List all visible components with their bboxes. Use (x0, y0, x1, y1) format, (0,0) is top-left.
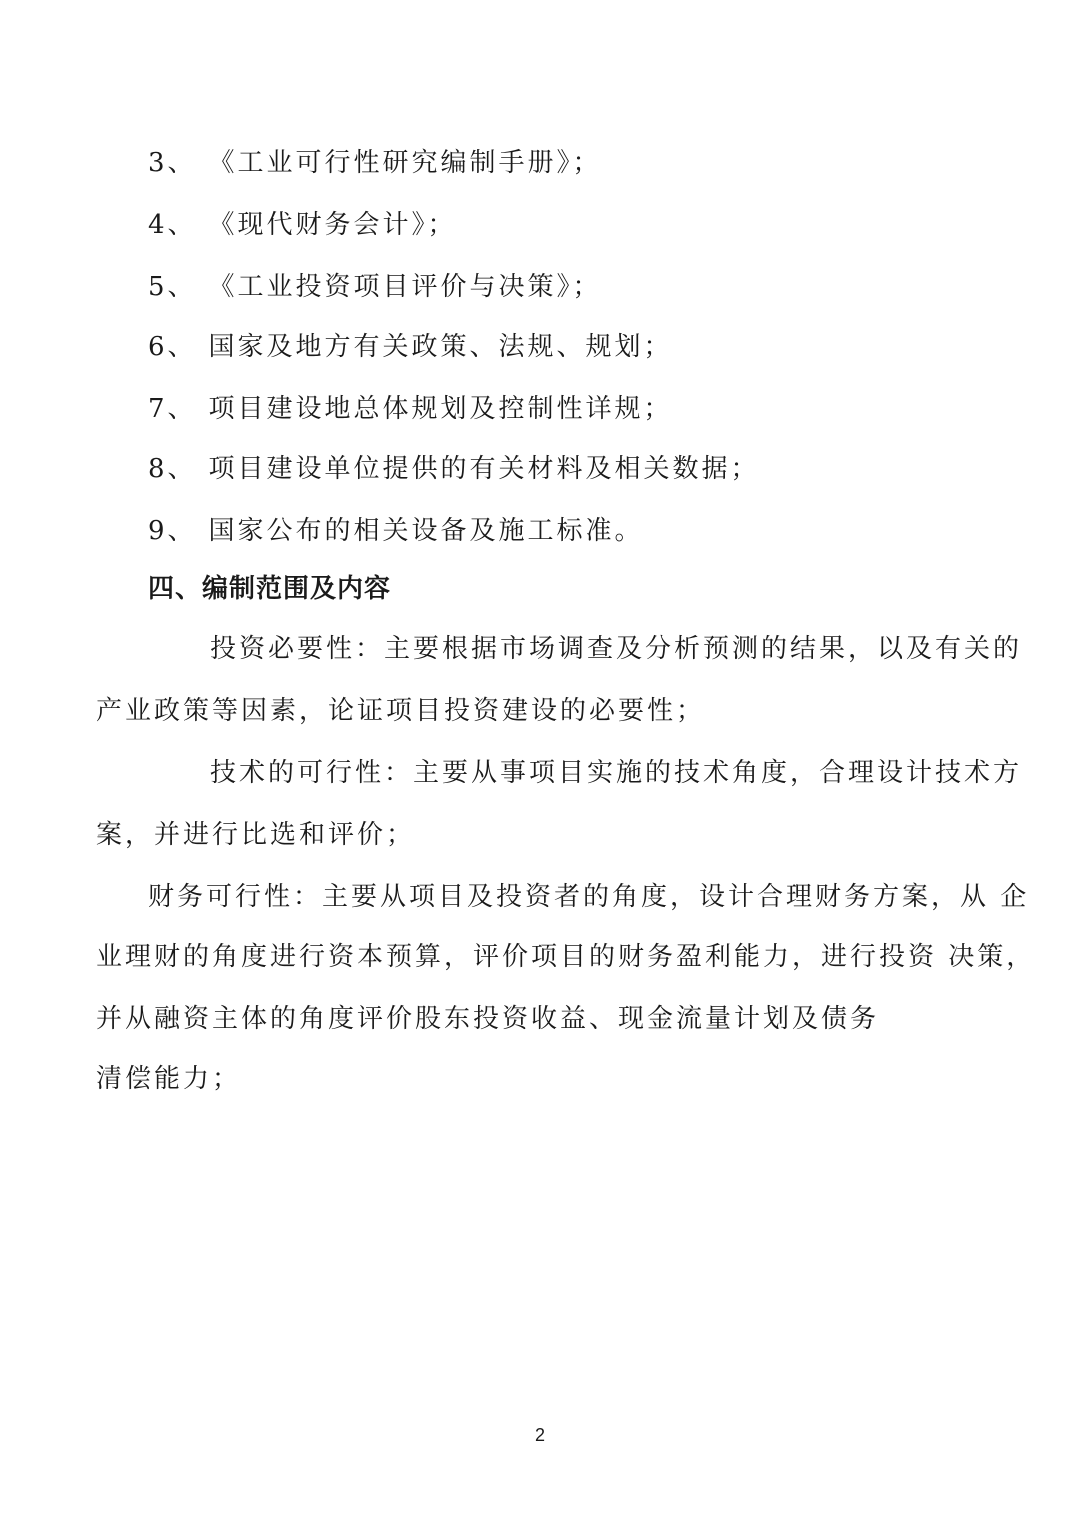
reference-item-4 (148, 208, 457, 242)
paragraph-financial-line-2: 业理财的角度进行资本预算，评价项目的财务盈利能力，进行投资 决策， (96, 942, 1036, 972)
paragraph-technical-line-2: 案，并进行比选和评价； (96, 820, 416, 850)
reference-item-8 (148, 452, 760, 486)
paragraph-technical-line-1: 技术的可行性：主要从事项目实施的技术角度，合理设计技术方 (210, 758, 1023, 788)
reference-number: 4、 (148, 210, 197, 240)
reference-number: 6、 (148, 332, 197, 362)
reference-item-6 (148, 330, 673, 364)
reference-text: 《工业可行性研究编制手册》； (208, 148, 602, 178)
reference-number: 8、 (148, 454, 197, 484)
paragraph-investment-line-2: 产业政策等因素，论证项目投资建设的必要性； (96, 696, 706, 726)
reference-text: 国家公布的相关设备及施工标准。 (208, 516, 644, 546)
reference-item-5 (148, 270, 602, 304)
paragraph-financial-line-4: 清偿能力； (96, 1064, 242, 1094)
reference-text: 《工业投资项目评价与决策》； (208, 272, 602, 302)
paragraph-financial-line-3: 并从融资主体的角度评价股东投资收益、现金流量计划及债务 (96, 1004, 880, 1034)
reference-text: 项目建设地总体规划及控制性详规； (208, 394, 673, 424)
reference-number: 9、 (148, 516, 197, 546)
paragraph-investment-line-1: 投资必要性：主要根据市场调查及分析预测的结果，以及有关的 (210, 634, 1023, 664)
reference-text: 项目建设单位提供的有关材料及相关数据； (208, 454, 760, 484)
reference-text: 国家及地方有关政策、法规、规划； (208, 332, 673, 362)
page-number: 2 (534, 1425, 545, 1445)
section-heading: 四、编制范围及内容 (148, 574, 392, 604)
reference-item-3 (148, 146, 602, 180)
reference-item-7 (148, 392, 673, 426)
reference-number: 3、 (148, 148, 197, 178)
reference-text: 《现代财务会计》； (208, 210, 457, 240)
paragraph-financial-line-1: 财务可行性：主要从项目及投资者的角度，设计合理财务方案，从 企 (148, 882, 1030, 912)
reference-item-9 (148, 514, 644, 548)
reference-number: 7、 (148, 394, 197, 424)
reference-number: 5、 (148, 272, 197, 302)
